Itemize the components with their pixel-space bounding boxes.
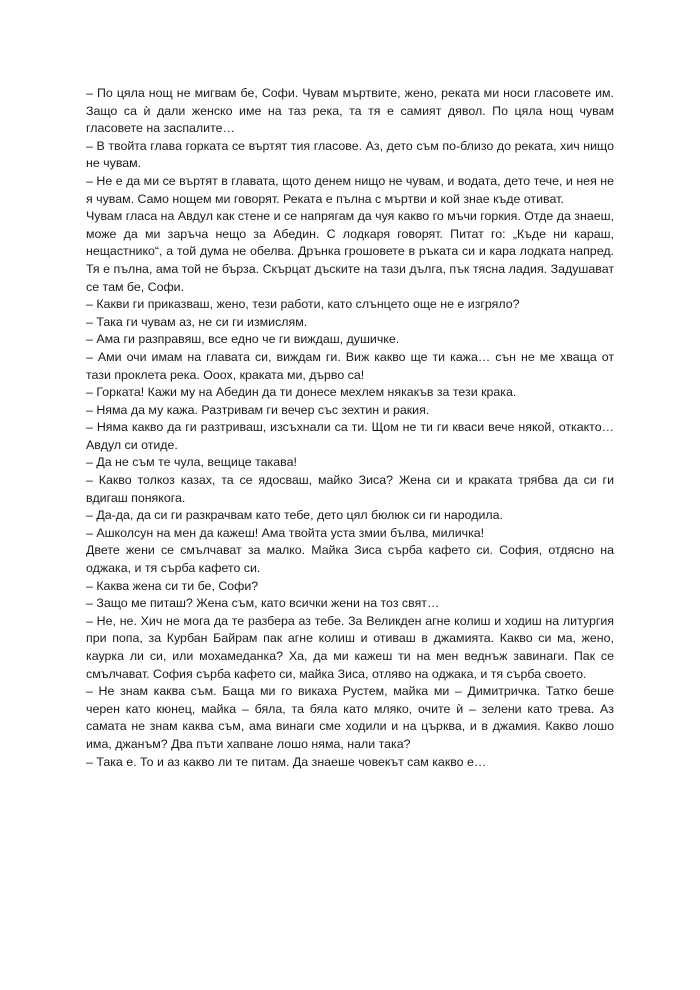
paragraph-16: Двете жени се смълчават за малко. Майка Зиса сърба кафето си. София, отдясно на оджака, и тя сърба кафето си. (86, 543, 614, 576)
paragraph-5: – Какви ги приказваш, жено, тези работи, като слънцето още не е изгряло? (86, 297, 520, 312)
paragraph-19: – Не, не. Хич не мога да те разбера аз тебе. За Великден агне колиш и ходиш на литургия при попа, за Курбан Байрам пак агне колиш и отиваш в джамията. Какво си ма, жено, каурка ли си, или мохамеданка? Ха, да ми кажеш ти на мен веднъж завинаги. Пак се смълчават. София сърба кафето си, майка Зиса, отляво на оджака, и тя сърба своето. (86, 613, 614, 681)
story-text (86, 85, 614, 771)
paragraph-4: Чувам гласа на Авдул как стене и се напрягам да чуя какво го мъчи горкия. Отде да знаеш, може да ми заръча нещо за Абедин. С лодкаря говорят. Питат го: „Къде ни караш, нещастнико“, а той дума не обелва. Дрънка грошовете в ръката си и кара лодката напред. Тя е пълна, ама той не бърза. Скърцат дъските на тази дълга, пък тясна ладия. Задушават се там бе, Софи. (86, 209, 614, 294)
paragraph-8: – Ами очи имам на главата си, виждам ги. Виж какво ще ти кажа… сън не ме хваща от тази проклета река. Ооох, краката ми, дърво са! (86, 349, 614, 382)
paragraph-6: – Така ги чувам аз, не си ги измислям. (86, 314, 308, 329)
paragraph-21: – Така е. То и аз какво ли те питам. Да знаеше човекът сам какво е… (86, 754, 487, 769)
paragraph-20: – Не знам каква съм. Баща ми го викаха Рустем, майка ми – Димитричка. Татко беше черен като кюнец, майка – бяла, та бяла като мляко, очите ѝ – зелени като трева. Аз самата не знам каква съм, ама винаги сме ходили и на църква, и в джамия. Какво лошо има, джанъм? Два пъти хапване лошо няма, нали така? (86, 684, 614, 751)
paragraph-18: – Защо ме питаш? Жена съм, като всички жени на тоз свят… (86, 596, 440, 611)
paragraph-9: – Горката! Кажи му на Абедин да ти донесе мехлем някакъв за тези крака. (86, 385, 517, 400)
paragraph-17: – Каква жена си ти бе, Софи? (86, 578, 259, 593)
paragraph-7: – Ама ги разправяш, все едно че ги виждаш, душичке. (86, 332, 400, 347)
paragraph-3: – Не е да ми се въртят в главата, щото денем нищо не чувам, и водата, дето тече, и нея не я чувам. Само нощем ми говорят. Реката е пълна с мъртви и кой знае къде отиват. (86, 173, 614, 206)
paragraph-12: – Да не съм те чула, вещице такава! (86, 455, 297, 470)
paragraph-10: – Няма да му кажа. Разтривам ги вечер със зехтин и ракия. (86, 402, 430, 417)
paragraph-11: – Няма какво да ги разтриваш, изсъхнали са ти. Щом не ти ги кваси вече някой, откакто… Авдул си отиде. (86, 420, 614, 452)
paragraph-15: – Ашколсун на мен да кажеш! Ама твойта уста змии бълва, миличка! (86, 525, 485, 540)
paragraph-13: – Какво толкоз казах, та се ядосваш, майко Зиса? Жена си и краката трябва да си ги вдигаш понякога. (86, 473, 614, 505)
paragraph-1: – По цяла нощ не мигвам бе, Софи. Чувам мъртвите, жено, реката ми носи гласовете им. Защо са ѝ дали женско име на таз река, та тя е самият дявол. По цяла нощ чувам гласовете на заспалите… (86, 86, 614, 136)
paragraph-14: – Да-да, да си ги разкрачвам като тебе, дето цял бюлюк си ги народила. (86, 508, 503, 523)
paragraph-2: – В твойта глава горката се въртят тия гласове. Аз, дето съм по-близо до реката, хич нищо не чувам. (86, 138, 614, 171)
